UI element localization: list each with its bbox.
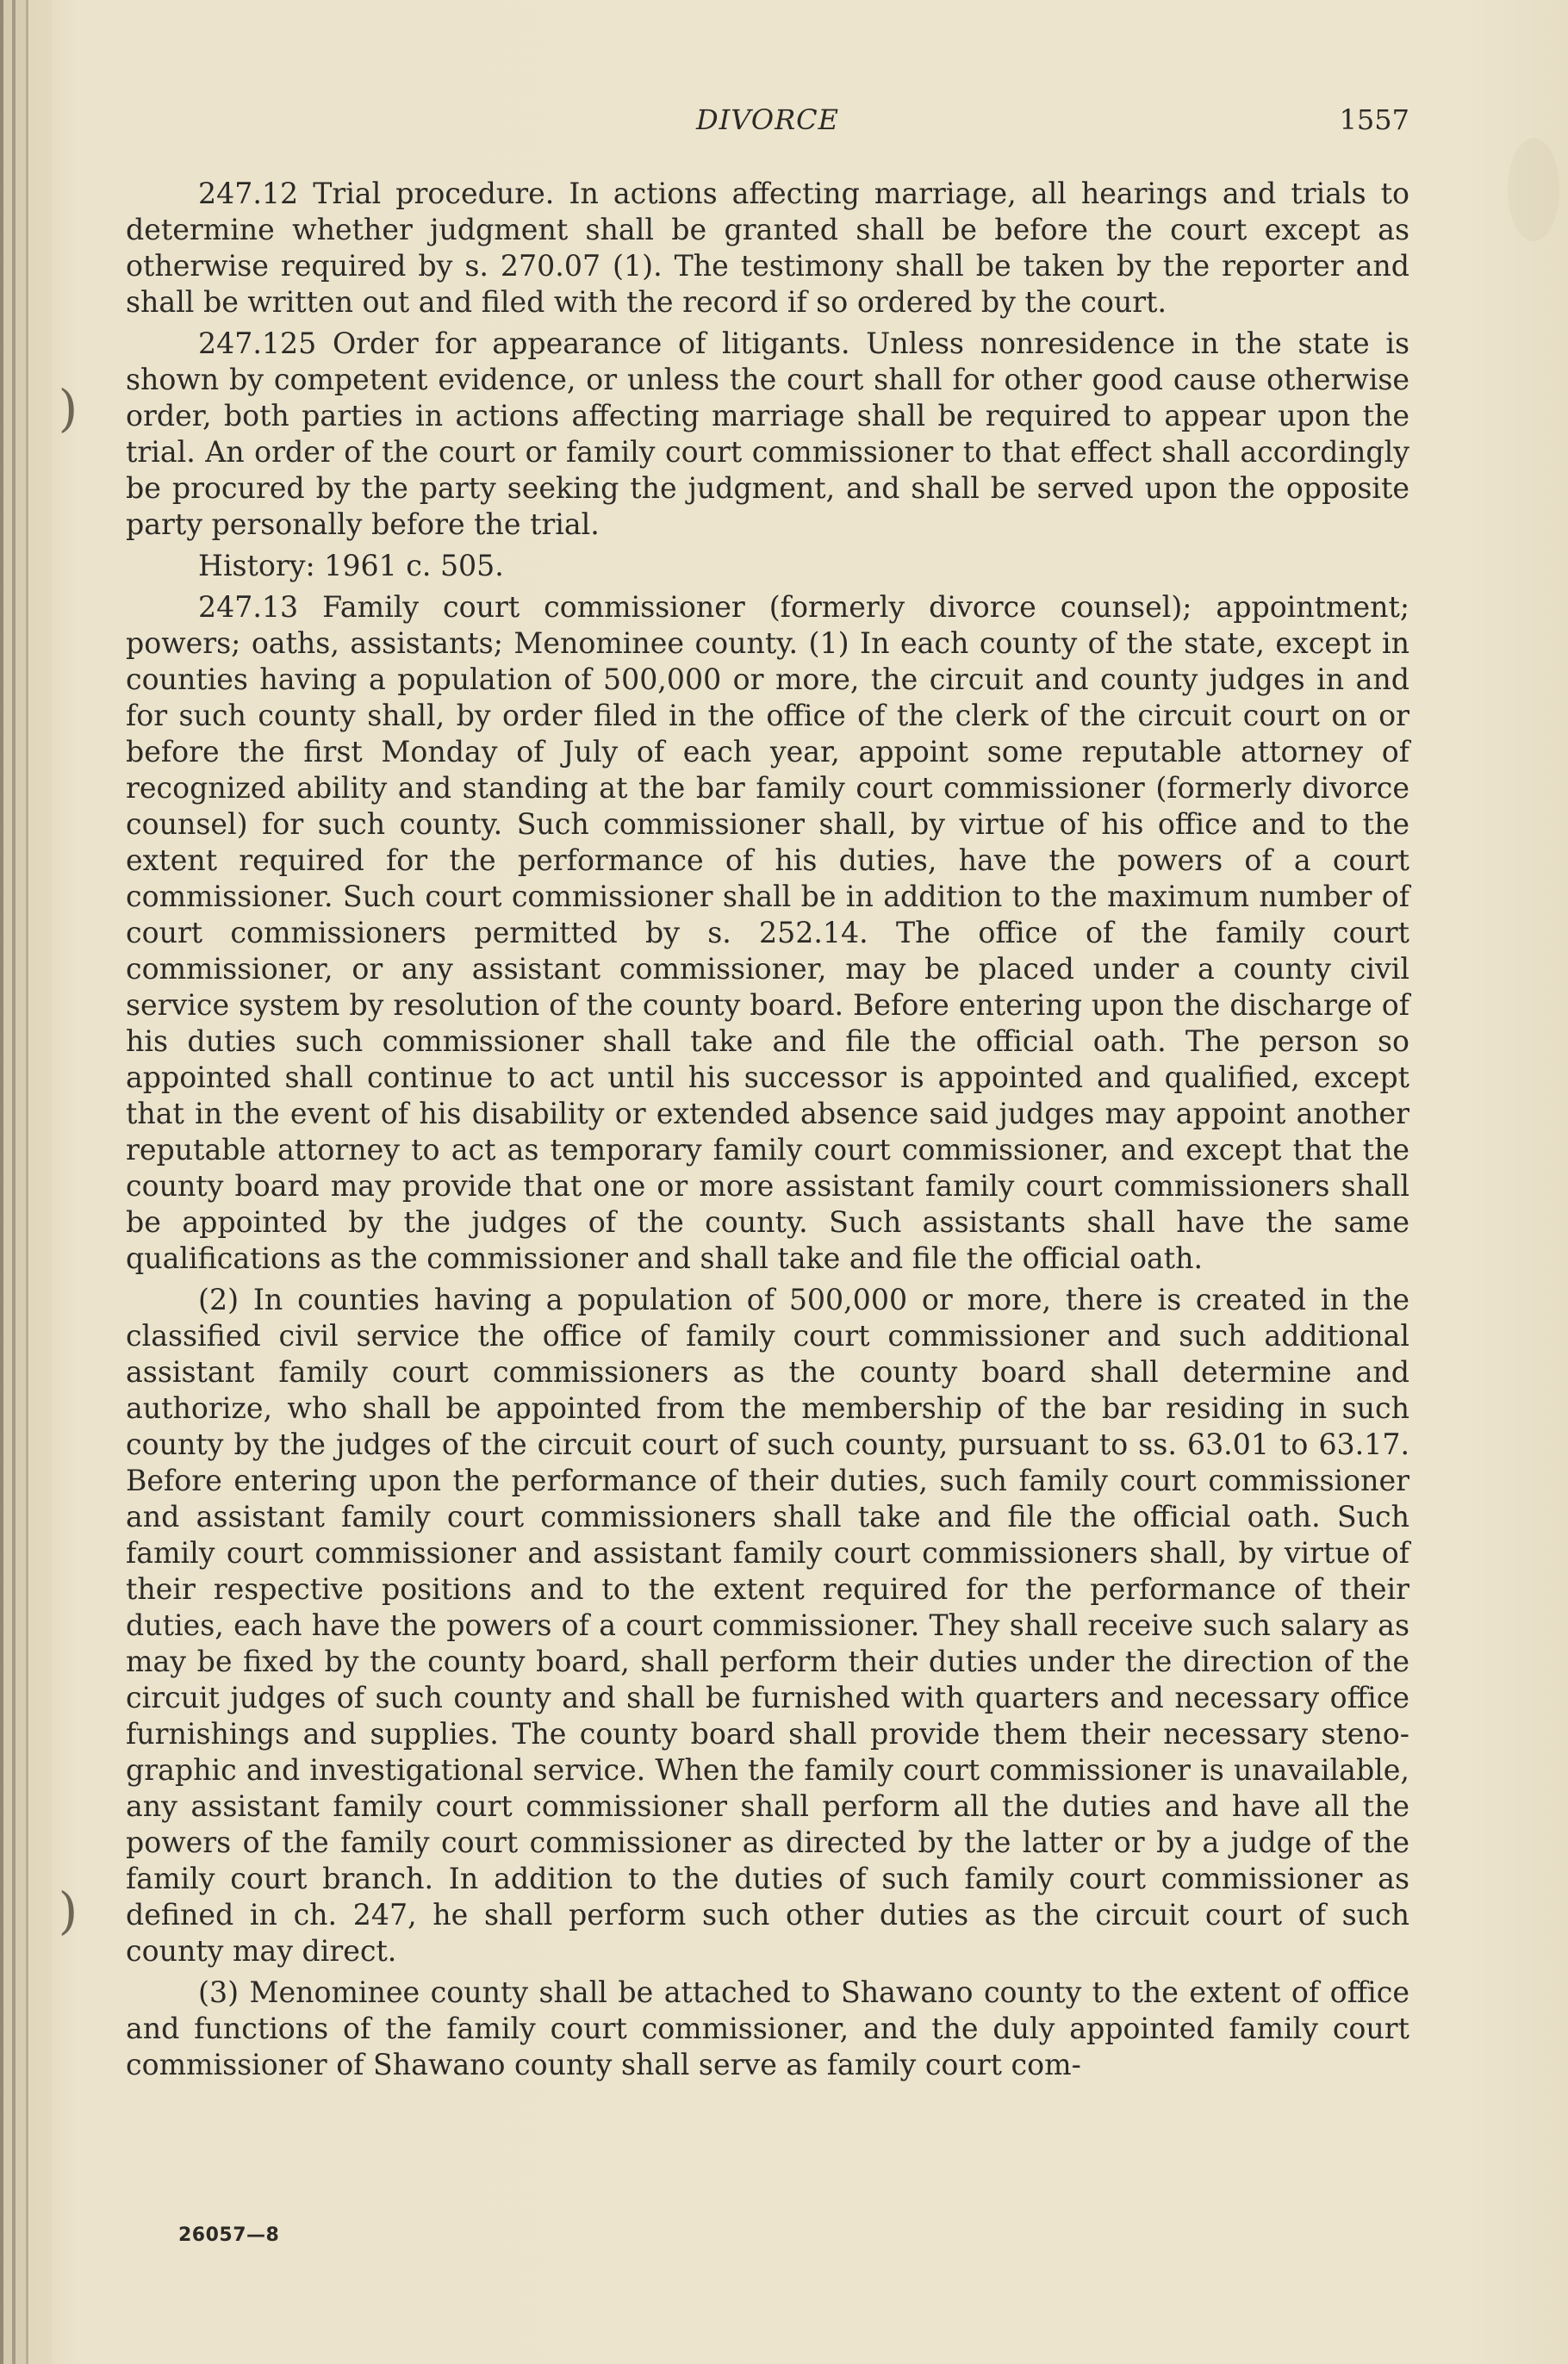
section-247-12: 247.12 Trial procedure. In actions affecting marriage, all hearings and trials to determine whether judgment shall be granted shall be before the court except as otherwise required by s. 270.07 (1). The testimony shall be taken by the reporter and shall be written out and filed with the record if so ordered by the court. xyxy=(126,177,1409,319)
running-title: DIVORCE xyxy=(695,103,839,136)
paper-stain xyxy=(1508,138,1559,241)
binding-hole-bottom-icon: ) xyxy=(58,1882,78,1940)
signature-code: 26057—8 xyxy=(178,2224,280,2246)
page-header xyxy=(126,96,1409,148)
section-247-125: 247.125 Order for appearance of litigants. Unless nonresidence in the state is shown by competent evidence, or unless the court shall for other good cause otherwise order, both parties in actions affecting marriage shall be required to appear upon the trial. An order of the court or family court commissioner to that effect shall accordingly be procured by the party seeking the judgment, and shall be served upon the opposite party personally before the trial. xyxy=(126,327,1409,541)
document-body xyxy=(126,176,1409,2088)
binding-edge xyxy=(0,0,52,2364)
binding-hole-top-icon: ) xyxy=(58,379,78,438)
section-247-13-sub-3: (3) Menominee county shall be attached to Shawano county to the extent of office and functions of the family court commissioner, and the duly appointed family court commissioner of Shawano county shall serve as family court com- xyxy=(126,1975,1409,2081)
page-number: 1557 xyxy=(1339,103,1409,136)
section-247-13-sub-1: 247.13 Family court commissioner (formerly divorce counsel); appointment; powers; oaths, assistants; Menominee county. (1) In each county of the state, except in counties having a population of 500,000 or more, the circuit and county judges in and for such county shall, by order filed in the office of the clerk of the circuit court on or before the first Monday of July of each year, appoint some reputable attorney of recognized ability and standing at the bar family court commissioner (formerly divorce counsel) for such county. Such commissioner shall, by virtue of his office and to the extent required for the performance of his duties, have the powers of a court commissioner. Such court commissioner shall be in addition to the maximum number of court commissioners permitted by s. 252.14. The office of the family court commissioner, or any assistant commissioner, may be placed under a county civil service system by resolution of the county board. Before entering upon the discharge of his duties such commissioner shall take and file the official oath. The person so appointed shall continue to act until his successor is appointed and qualified, except that in the event of his disability or extended absence said judges may appoint another reputable attorney to act as temporary family court commissioner, and except that the county board may provide that one or more assistant family court commissioners shall be appointed by the judges of the county. Such assistants shall have the same qualifications as the commissioner and shall take and file the official oath. xyxy=(126,590,1409,1275)
section-247-13-sub-2: (2) In counties having a population of 500,000 or more, there is created in the classified civil service the office of family court commissioner and such additional assistant family court commissioners as the county board shall determine and authorize, who shall be appointed from the membership of the bar residing in such county by the judges of the circuit court of such county, pursuant to ss. 63.01 to 63.17. Before entering upon the performance of their duties, such family court commissioner and assistant family court commissioners shall take and file the official oath. Such family court commissioner and assistant family court commissioners shall, by virtue of their respective positions and to the extent required for the performance of their duties, each have the powers of a court commissioner. They shall receive such salary as may be fixed by the county board, shall perform their duties under the direction of the circuit judges of such county and shall be furnished with quarters and necessary office furnishings and supplies. The county board shall provide them their necessary stenographic and investigational service. When the family court commissioner is unavailable, any assistant family court commissioner shall perform all the duties and have all the powers of the family court commissioner as directed by the latter or by a judge of the family court branch. In addition to the duties of such family court commissioner as defined in ch. 247, he shall perform such other duties as the circuit court of such county may direct. xyxy=(126,1283,1409,1968)
history-note: History: 1961 c. 505. xyxy=(198,549,504,582)
